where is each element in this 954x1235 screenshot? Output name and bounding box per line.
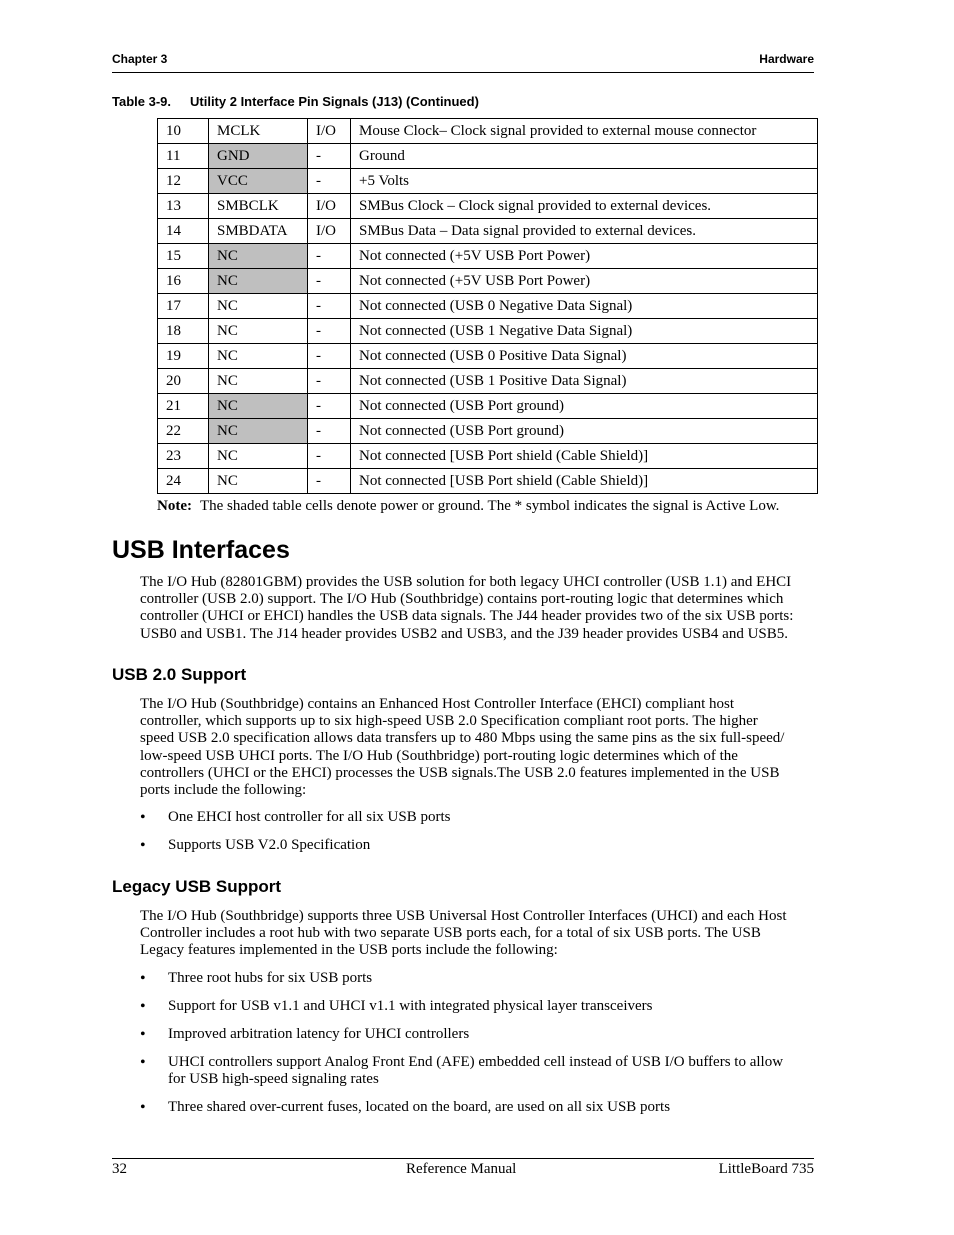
signal-name-cell: NC (209, 294, 308, 319)
text-line: controllers (UHCI or the EHCI) processes the USB signals.The USB 2.0 features implemented in the USB (140, 764, 780, 781)
list-item-text: One EHCI host controller for all six USB ports (168, 809, 451, 825)
table-row (158, 469, 818, 494)
table-row (158, 344, 818, 369)
usb-interfaces-paragraph (140, 574, 812, 643)
table-number: Table 3-9. (112, 94, 172, 109)
note-text: The shaded table cells denote power or ground. The * symbol indicates the signal is Active Low. (199, 498, 780, 514)
signal-name-cell: GND (209, 144, 308, 169)
pin-number-cell: 13 (158, 194, 209, 219)
legacy-usb-paragraph (140, 908, 812, 960)
table-row (158, 119, 818, 144)
table-row (158, 269, 818, 294)
bullet-icon: • (140, 998, 146, 1015)
table-note (157, 498, 779, 515)
running-header (112, 52, 814, 73)
bullet-icon: • (140, 837, 146, 854)
list-item (140, 1099, 812, 1116)
product-name: LittleBoard 735 (718, 1161, 814, 1177)
text-line: ports include the following: (140, 782, 307, 799)
pin-number-cell: 19 (158, 344, 209, 369)
pin-number-cell: 21 (158, 394, 209, 419)
usb-interfaces-heading: USB Interfaces (112, 536, 290, 564)
table-caption (112, 94, 479, 109)
signal-description-cell: Mouse Clock– Clock signal provided to external mouse connector (351, 119, 818, 144)
list-item (140, 837, 812, 854)
table-row (158, 419, 818, 444)
signal-name-cell: SMBDATA (209, 219, 308, 244)
table-row (158, 444, 818, 469)
pin-number-cell: 23 (158, 444, 209, 469)
table-row (158, 169, 818, 194)
signal-name-cell: NC (209, 344, 308, 369)
signal-description-cell: Ground (351, 144, 818, 169)
signal-name-cell: NC (209, 444, 308, 469)
table-row (158, 369, 818, 394)
text-line: Legacy features implemented in the USB ports include the following: (140, 942, 558, 959)
signal-name-cell: NC (209, 269, 308, 294)
bullet-icon: • (140, 970, 146, 987)
signal-description-cell: Not connected (USB 0 Negative Data Signal) (351, 294, 818, 319)
signal-type-cell: - (308, 369, 351, 394)
usb2-feature-list (140, 809, 812, 865)
signal-description-cell: Not connected (+5V USB Port Power) (351, 269, 818, 294)
signal-name-cell: NC (209, 419, 308, 444)
pin-number-cell: 11 (158, 144, 209, 169)
note-label: Note: (157, 498, 192, 514)
signal-type-cell: - (308, 469, 351, 494)
table-row (158, 194, 818, 219)
signal-type-cell: - (308, 294, 351, 319)
signal-description-cell: Not connected (USB Port ground) (351, 394, 818, 419)
signal-type-cell: - (308, 244, 351, 269)
section-label: Hardware (759, 52, 814, 66)
pin-number-cell: 20 (158, 369, 209, 394)
signal-type-cell: - (308, 394, 351, 419)
pin-number-cell: 16 (158, 269, 209, 294)
table-row (158, 394, 818, 419)
table-title: Utility 2 Interface Pin Signals (J13) (Continued) (190, 94, 479, 109)
usb2-support-heading: USB 2.0 Support (112, 665, 247, 684)
pin-number-cell: 18 (158, 319, 209, 344)
pin-number-cell: 14 (158, 219, 209, 244)
table-row (158, 294, 818, 319)
list-item-text: for USB high-speed signaling rates (168, 1071, 379, 1088)
bullet-icon: • (140, 809, 146, 826)
signal-description-cell: Not connected (USB 1 Negative Data Signal) (351, 319, 818, 344)
signal-type-cell: - (308, 269, 351, 294)
signal-name-cell: MCLK (209, 119, 308, 144)
signal-description-cell: Not connected (USB Port ground) (351, 419, 818, 444)
table-row (158, 319, 818, 344)
list-item-text: Supports USB V2.0 Specification (168, 837, 371, 853)
signal-name-cell: NC (209, 469, 308, 494)
table-row (158, 244, 818, 269)
list-item (140, 809, 812, 826)
page-number: 32 (112, 1161, 127, 1177)
pin-number-cell: 10 (158, 119, 209, 144)
pin-number-cell: 24 (158, 469, 209, 494)
bullet-icon: • (140, 1099, 146, 1117)
list-item (140, 970, 812, 987)
text-line: low-speed USB UHCI ports. The I/O Hub (Southbridge) port-routing logic determines which of the (140, 747, 738, 764)
signal-type-cell: I/O (308, 119, 351, 144)
usb2-support-paragraph (140, 696, 812, 799)
text-line: The I/O Hub (Southbridge) contains an Enhanced Host Controller Interface (EHCI) compliant host (140, 696, 735, 712)
pin-number-cell: 22 (158, 419, 209, 444)
text-line: controller, which supports up to six high-speed USB 2.0 Specification compliant root ports. The higher (140, 713, 758, 730)
legacy-feature-list (140, 970, 812, 1127)
signal-type-cell: - (308, 169, 351, 194)
signal-name-cell: NC (209, 244, 308, 269)
signal-type-cell: - (308, 344, 351, 369)
legacy-usb-support-heading: Legacy USB Support (112, 877, 282, 896)
pin-signal-table (157, 118, 818, 494)
signal-type-cell: - (308, 319, 351, 344)
signal-type-cell: I/O (308, 194, 351, 219)
list-item-text: Three root hubs for six USB ports (168, 970, 373, 986)
list-item-text: Improved arbitration latency for UHCI controllers (168, 1026, 470, 1042)
signal-description-cell: Not connected (USB 0 Positive Data Signal) (351, 344, 818, 369)
signal-description-cell: Not connected [USB Port shield (Cable Shield)] (351, 469, 818, 494)
pin-number-cell: 15 (158, 244, 209, 269)
pin-number-cell: 17 (158, 294, 209, 319)
pin-number-cell: 12 (158, 169, 209, 194)
text-line: USB0 and USB1. The J14 header provides USB2 and USB3, and the J39 header provides USB4 and USB5. (140, 625, 789, 642)
text-line: controller (UHCI or EHCI) handles the USB data signals. The J44 header provides two of the six USB ports: (140, 608, 794, 625)
signal-name-cell: NC (209, 369, 308, 394)
text-line: controller (USB 2.0) support. The I/O Hub (Southbridge) contains port-routing logic that determines which (140, 591, 784, 608)
chapter-label: Chapter 3 (112, 52, 168, 66)
list-item (140, 998, 812, 1015)
bullet-icon: • (140, 1054, 146, 1071)
list-item (140, 1054, 812, 1088)
signal-description-cell: Not connected (USB 1 Positive Data Signal) (351, 369, 818, 394)
text-line: speed USB 2.0 specification allows data transfers up to 480 Mbps using the same pins as the six full-speed/ (140, 730, 785, 747)
signal-description-cell: Not connected [USB Port shield (Cable Shield)] (351, 444, 818, 469)
list-item-text: Three shared over-current fuses, located on the board, are used on all six USB ports (168, 1099, 671, 1116)
text-line: Controller includes a root hub with two separate USB ports each, for a total of six USB ports. The USB (140, 925, 761, 942)
bullet-icon: • (140, 1026, 146, 1043)
signal-name-cell: VCC (209, 169, 308, 194)
signal-type-cell: I/O (308, 219, 351, 244)
signal-type-cell: - (308, 419, 351, 444)
list-item-text: Support for USB v1.1 and UHCI v1.1 with integrated physical layer transceivers (168, 998, 653, 1014)
signal-description-cell: SMBus Data – Data signal provided to external devices. (351, 219, 818, 244)
signal-name-cell: NC (209, 394, 308, 419)
signal-description-cell: SMBus Clock – Clock signal provided to external devices. (351, 194, 818, 219)
text-line: The I/O Hub (Southbridge) supports three USB Universal Host Controller Interfaces (UHCI) and each Host (140, 908, 787, 924)
signal-description-cell: Not connected (+5V USB Port Power) (351, 244, 818, 269)
text-line: The I/O Hub (82801GBM) provides the USB solution for both legacy UHCI controller (USB 1.1) and EHCI (140, 574, 792, 590)
page-footer (112, 1158, 814, 1183)
table-row (158, 219, 818, 244)
manual-title: Reference Manual (406, 1161, 517, 1177)
list-item-text: UHCI controllers support Analog Front End (AFE) embedded cell instead of USB I/O buffers to allow (168, 1054, 784, 1070)
signal-type-cell: - (308, 144, 351, 169)
signal-description-cell: +5 Volts (351, 169, 818, 194)
list-item (140, 1026, 812, 1043)
signal-type-cell: - (308, 444, 351, 469)
signal-name-cell: NC (209, 319, 308, 344)
table-row (158, 144, 818, 169)
signal-name-cell: SMBCLK (209, 194, 308, 219)
